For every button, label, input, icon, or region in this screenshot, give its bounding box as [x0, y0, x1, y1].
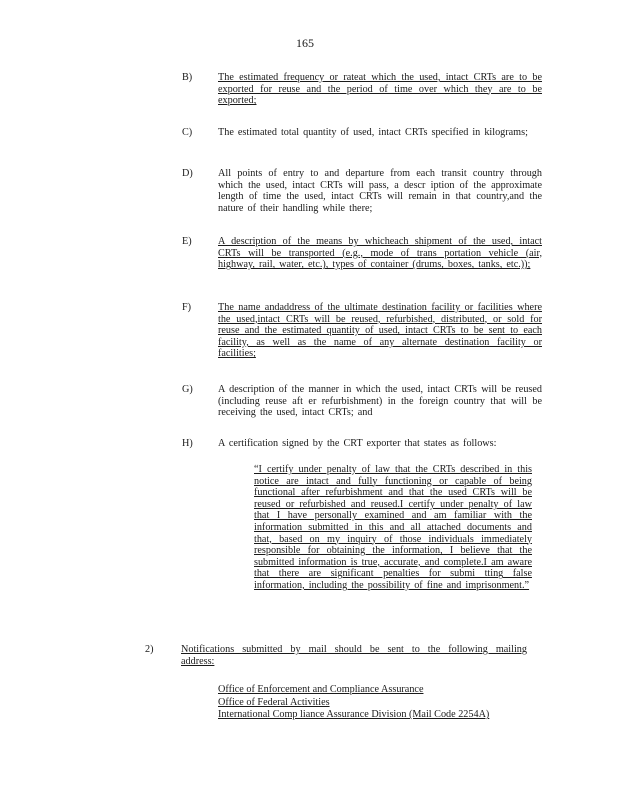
item-text: All points of entry to and departure from each transit country through which the used, intact CRTs will pass, a descr iption of the approximate length of time the used, intact CRTs will remain in that country,and the nature of their handling while there;	[218, 168, 542, 214]
mailing-address	[218, 684, 538, 722]
item-text: A description of the manner in which the used, intact CRTs will be reused (including reuse aft er refurbishment) in the foreign country that will be receiving the used, intact CRTs; and	[218, 384, 542, 419]
list-item-c	[182, 127, 542, 139]
list-item-g	[182, 384, 542, 419]
item-text: The estimated total quantity of used, intact CRTs specified in kilograms;	[218, 127, 528, 138]
item-letter: G)	[182, 384, 193, 395]
list-item-f	[182, 302, 542, 360]
item-text: A certification signed by the CRT exporter that states as follows:	[218, 438, 497, 449]
address-line: Office of Enforcement and Compliance Assurance	[218, 684, 424, 695]
item-text: The name andaddress of the ultimate destination facility or facilities where the used,intact CRTs will be reused, refurbished, distributed, or sold for reuse and the estimated quantity of used, intact CRTs to be sent to each facility, as well as the name of any alternate destination facility or facilities;	[218, 302, 542, 360]
item-letter: B)	[182, 72, 193, 83]
item-text: Notifications submitted by mail should be sent to the following mailing address:	[181, 644, 527, 667]
list-item-b	[182, 72, 542, 107]
list-item-e	[182, 236, 542, 271]
certification-quote: “I certify under penalty of law that the CRTs described in this notice are intact and fully functioning or capable of being functional after refurbishment and that the used CRTs will be reused or refurbished and reused.I certify under penalty of law that I have personally examined and am familiar with the information submitted in this and all attached documents and that, based on my inquiry of those individuals immediately responsible for obtaining the information, I believe that the submitted information is true, accurate, and complete.I am aware that there are significant penalties for submi tting false information, including the possibility of fine and imprisonment.”	[254, 464, 532, 591]
item-letter: E)	[182, 236, 192, 247]
item-letter: F)	[182, 302, 192, 313]
page-number: 165	[296, 36, 314, 50]
list-item-2	[145, 644, 527, 667]
list-item-d	[182, 168, 542, 214]
address-line: Office of Federal Activities	[218, 696, 330, 708]
item-letter: D)	[182, 168, 193, 179]
item-number: 2)	[145, 644, 154, 655]
list-item-h	[182, 438, 542, 450]
item-letter: H)	[182, 438, 193, 449]
item-letter: C)	[182, 127, 193, 138]
address-line: International Comp liance Assurance Division (Mail Code 2254A)	[218, 709, 490, 721]
item-text: A description of the means by whicheach shipment of the used, intact CRTs will be transported (e.g., mode of trans portation vehicle (air, highway, rail, water, etc.), types of container (drums, boxes, tanks, etc.));	[218, 236, 542, 271]
item-text: The estimated frequency or rateat which the used, intact CRTs are to be exported for reuse and the period of time over which they are to be exported;	[218, 72, 542, 107]
